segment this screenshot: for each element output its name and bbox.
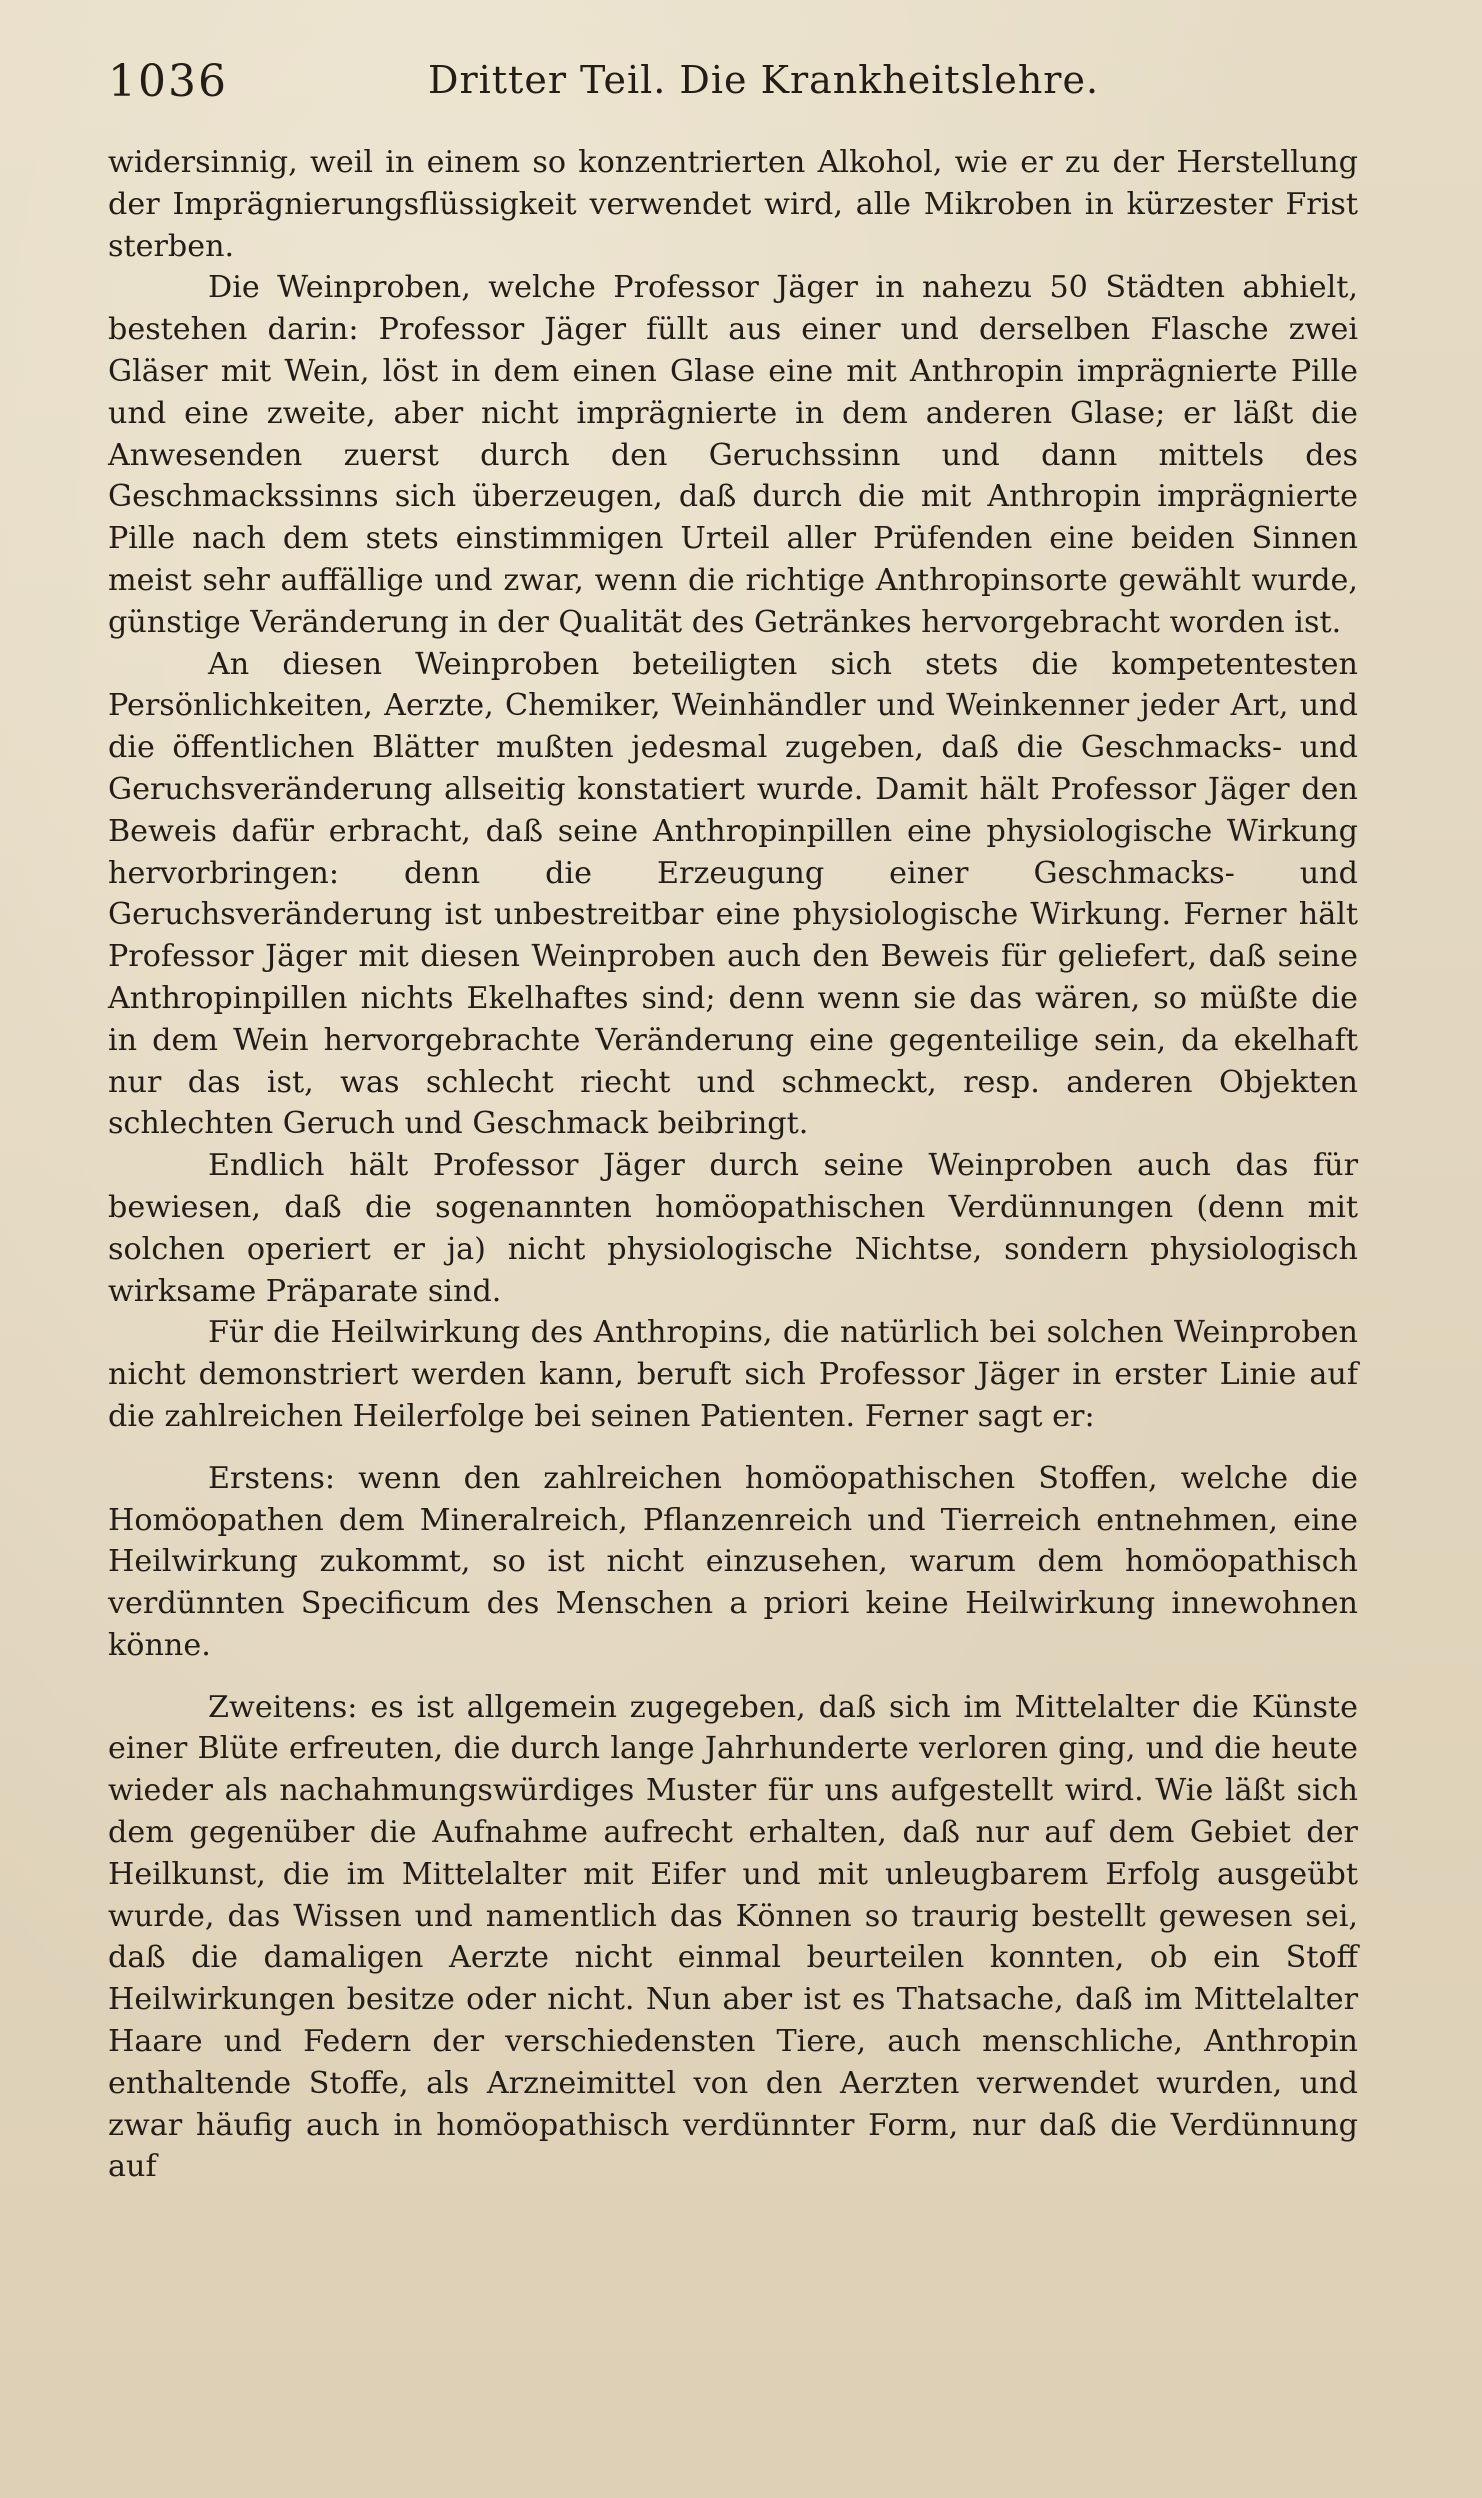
page-number: 1036 [108, 56, 228, 107]
paragraph-verduennungen: Endlich hält Professor Jäger durch seine Weinproben auch das für bewiesen, daß die sogenannten homöopathischen Verdünnungen (denn mit solchen operiert er ja) nicht physiologische Nichtse, sondern physiologisch wirksame Präparate sind. [108, 1148, 1358, 1309]
body-text [108, 142, 1358, 2188]
paragraph-heilwirkung: Für die Heilwirkung des Anthropins, die natürlich bei solchen Weinproben nicht demonstriert werden kann, beruft sich Professor Jäger in erster Linie auf die zahlreichen Heilerfolge bei seinen Patienten. Ferner sagt er: [108, 1315, 1358, 1434]
running-head: Dritter Teil. Die Krankheitslehre. [428, 58, 1100, 102]
page-header [108, 56, 1348, 116]
paragraph-weinproben: Die Weinproben, welche Professor Jäger in nahezu 50 Städten abhielt, bestehen darin: Professor Jäger füllt aus einer und derselben Flasche zwei Gläser mit Wein, löst in dem einen Glase eine mit Anthropin imprägnierte Pille und eine zweite, aber nicht imprägnierte in dem anderen Glase; er läßt die Anwesenden zuerst durch den Geruchssinn und dann mittels des Geschmackssinns sich überzeugen, daß durch die mit Anthropin imprägnierte Pille nach dem stets einstimmigen Urteil aller Prüfenden eine beiden Sinnen meist sehr auffällige und zwar, wenn die richtige Anthropinsorte gewählt wurde, günstige Veränderung in der Qualität des Getränkes hervorgebracht worden ist. [108, 270, 1358, 640]
paragraph-zweitens: Zweitens: es ist allgemein zugegeben, daß sich im Mittelalter die Künste einer Blüte erfreuten, die durch lange Jahrhunderte verloren ging, und die heute wieder als nachahmungswürdiges Muster für uns aufgestellt wird. Wie läßt sich dem gegenüber die Aufnahme aufrecht erhalten, daß nur auf dem Gebiet der Heilkunst, die im Mittelalter mit Eifer und mit unleugbarem Erfolg ausgeübt wurde, das Wissen und namentlich das Können so traurig bestellt gewesen sei, daß die damaligen Aerzte nicht einmal beurteilen konnten, ob ein Stoff Heilwirkungen besitze oder nicht. Nun aber ist es Thatsache, daß im Mittelalter Haare und Federn der verschiedensten Tiere, auch menschliche, Anthropin enthaltende Stoffe, als Arzneimittel von den Aerzten verwendet wurden, und zwar häufig auch in homöopathisch verdünnter Form, nur daß die Verdünnung auf [108, 1689, 1358, 2185]
paragraph-continuation: widersinnig, weil in einem so konzentrierten Alkohol, wie er zu der Herstellung der Imprägnierungsflüssigkeit verwendet wird, alle Mikroben in kürzester Frist sterben. [108, 145, 1358, 264]
paragraph-erstens: Erstens: wenn den zahlreichen homöopathischen Stoffen, welche die Homöopathen dem Mineralreich, Pflanzenreich und Tierreich entnehmen, eine Heilwirkung zukommt, so ist nicht einzusehen, warum dem homöopathisch verdünnten Specificum des Menschen a priori keine Heilwirkung innewohnen könne. [108, 1460, 1358, 1663]
paragraph-beteiligte: An diesen Weinproben beteiligten sich stets die kompetentesten Persönlichkeiten, Aerzte, Chemiker, Weinhändler und Weinkenner jeder Art, und die öffentlichen Blätter mußten jedesmal zugeben, daß die Geschmacks- und Geruchsveränderung allseitig konstatiert wurde. Damit hält Professor Jäger den Beweis dafür erbracht, daß seine Anthropinpillen eine physiologische Wirkung hervorbringen: denn die Erzeugung einer Geschmacks- und Geruchsveränderung ist unbestreitbar eine physiologische Wirkung. Ferner hält Professor Jäger mit diesen Weinproben auch den Beweis für geliefert, daß seine Anthropinpillen nichts Ekelhaftes sind; denn wenn sie das wären, so müßte die in dem Wein hervorgebrachte Veränderung eine gegenteilige sein, da ekelhaft nur das ist, was schlecht riecht und schmeckt, resp. anderen Objekten schlechten Geruch und Geschmack beibringt. [108, 646, 1358, 1142]
